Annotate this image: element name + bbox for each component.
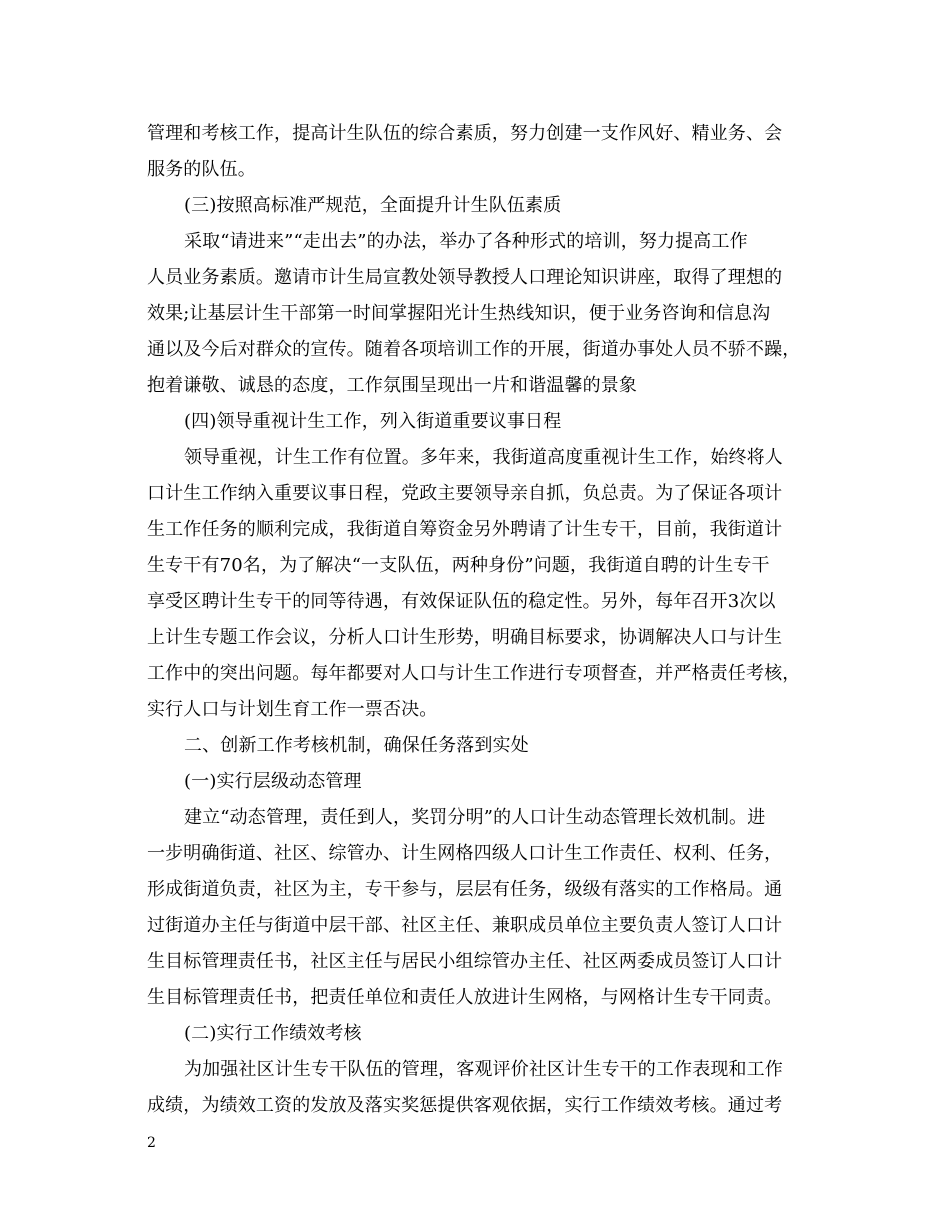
page-number: 2 — [147, 1135, 156, 1151]
text-line: 一步明确街道、社区、综管办、计生网格四级人口计生工作责任、权利、任务， — [147, 843, 783, 864]
text-line: 生专干有70名，为了解决“一支队伍，两种身份”问题，我街道自聘的计生专干 — [147, 555, 770, 576]
text-line: 生目标管理责任书，把责任单位和责任人放进计生网格，与网格计生专干同责。 — [147, 987, 783, 1008]
text-line: 通以及今后对群众的宣传。随着各项培训工作的开展，街道办事处人员不骄不躁， — [147, 339, 801, 360]
section-heading: (一)实行层级动态管理 — [184, 771, 362, 792]
text-line: 实行人口与计划生育工作一票否决。 — [147, 699, 438, 720]
section-heading: (四)领导重视计生工作，列入街道重要议事日程 — [184, 411, 562, 432]
text-line: 过街道办主任与街道中层干部、社区主任、兼职成员单位主要负责人签订人口计 — [147, 915, 783, 936]
text-line: 领导重视，计生工作有位置。多年来，我街道高度重视计生工作，始终将人 — [184, 447, 783, 468]
section-heading: (二)实行工作绩效考核 — [184, 1023, 362, 1044]
text-line: 为加强社区计生专干队伍的管理，客观评价社区计生专干的工作表现和工作 — [184, 1059, 783, 1080]
text-line: 形成街道负责，社区为主，专干参与，层层有任务，级级有落实的工作格局。通 — [147, 879, 783, 900]
text-line: 效果;让基层计生干部第一时间掌握阳光计生热线知识，便于业务咨询和信息沟 — [147, 303, 771, 324]
text-line: 上计生专题工作会议，分析人口计生形势，明确目标要求，协调解决人口与计生 — [147, 627, 783, 648]
section-heading: (三)按照高标准严规范，全面提升计生队伍素质 — [184, 195, 562, 216]
text-line: 生目标管理责任书，社区主任与居民小组综管办主任、社区两委成员签订人口计 — [147, 951, 783, 972]
text-line: 享受区聘计生专干的同等待遇，有效保证队伍的稳定性。另外，每年召开3次以 — [147, 591, 776, 612]
text-line: 服务的队伍。 — [147, 159, 256, 180]
text-line: 采取“请进来”“走出去”的办法，举办了各种形式的培训，努力提高工作 — [184, 231, 748, 252]
text-line: 生工作任务的顺利完成，我街道自筹资金另外聘请了计生专干，目前，我街道计 — [147, 519, 783, 540]
text-line: 工作中的突出问题。每年都要对人口与计生工作进行专项督查，并严格责任考核， — [147, 663, 801, 684]
text-line: 成绩，为绩效工资的发放及落实奖惩提供客观依据，实行工作绩效考核。通过考 — [147, 1095, 783, 1116]
text-line: 管理和考核工作，提高计生队伍的综合素质，努力创建一支作风好、精业务、会 — [147, 123, 783, 144]
text-line: 人员业务素质。邀请市计生局宣教处领导教授人口理论知识讲座，取得了理想的 — [147, 267, 783, 288]
section-heading: 二、创新工作考核机制，确保任务落到实处 — [184, 735, 529, 756]
text-line: 抱着谦敬、诚恳的态度，工作氛围呈现出一片和谐温馨的景象 — [147, 375, 638, 396]
text-line: 建立“动态管理，责任到人，奖罚分明”的人口计生动态管理长效机制。进 — [184, 807, 766, 828]
text-line: 口计生工作纳入重要议事日程，党政主要领导亲自抓，负总责。为了保证各项计 — [147, 483, 783, 504]
document-body — [147, 116, 807, 1124]
